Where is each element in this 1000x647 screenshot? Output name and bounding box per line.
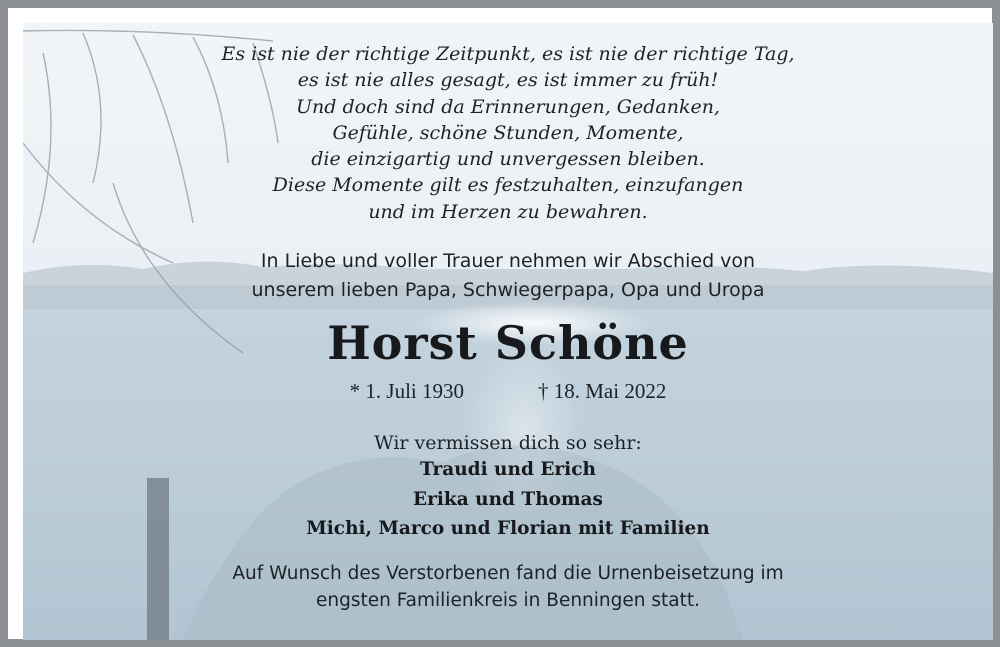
deceased-name: Horst Schöne bbox=[327, 316, 689, 370]
intro-line: In Liebe und voller Trauer nehmen wir Abschied von bbox=[260, 250, 756, 272]
burial-note-line: engsten Familienkreis in Benningen statt. bbox=[316, 590, 700, 611]
notice-panel bbox=[23, 23, 993, 640]
poem-line: Und doch sind da Erinnerungen, Gedanken, bbox=[296, 95, 720, 118]
burial-note-line: Auf Wunsch des Verstorbenen fand die Urnenbeisetzung im bbox=[232, 563, 784, 584]
poem-line: Gefühle, schöne Stunden, Momente, bbox=[332, 121, 684, 144]
intro-line: unserem lieben Papa, Schwiegerpapa, Opa und Uropa bbox=[251, 279, 765, 301]
life-dates bbox=[23, 378, 993, 404]
burial-note bbox=[23, 560, 993, 614]
poem-line: es ist nie alles gesagt, es ist immer zu früh! bbox=[297, 69, 719, 92]
farewell-intro bbox=[23, 247, 993, 305]
poem-line: Es ist nie der richtige Zeitpunkt, es ist nie der richtige Tag, bbox=[221, 43, 795, 65]
birth-date: * 1. Juli 1930 bbox=[349, 379, 464, 403]
death-date: † 18. Mai 2022 bbox=[538, 379, 667, 403]
miss-line: Wir vermissen dich so sehr: bbox=[374, 432, 642, 454]
poem-line: die einzigartig und unvergessen bleiben. bbox=[311, 148, 705, 171]
mourner-entry: Michi, Marco und Florian mit Familien bbox=[306, 518, 710, 539]
mourners-list bbox=[23, 455, 993, 544]
poem bbox=[23, 41, 993, 225]
mourner-entry: Erika und Thomas bbox=[413, 488, 603, 510]
poem-line: und im Herzen zu bewahren. bbox=[368, 200, 648, 223]
poem-line: Diese Momente gilt es festzuhalten, einzufangen bbox=[272, 174, 744, 197]
mourner-entry: Traudi und Erich bbox=[420, 459, 596, 480]
